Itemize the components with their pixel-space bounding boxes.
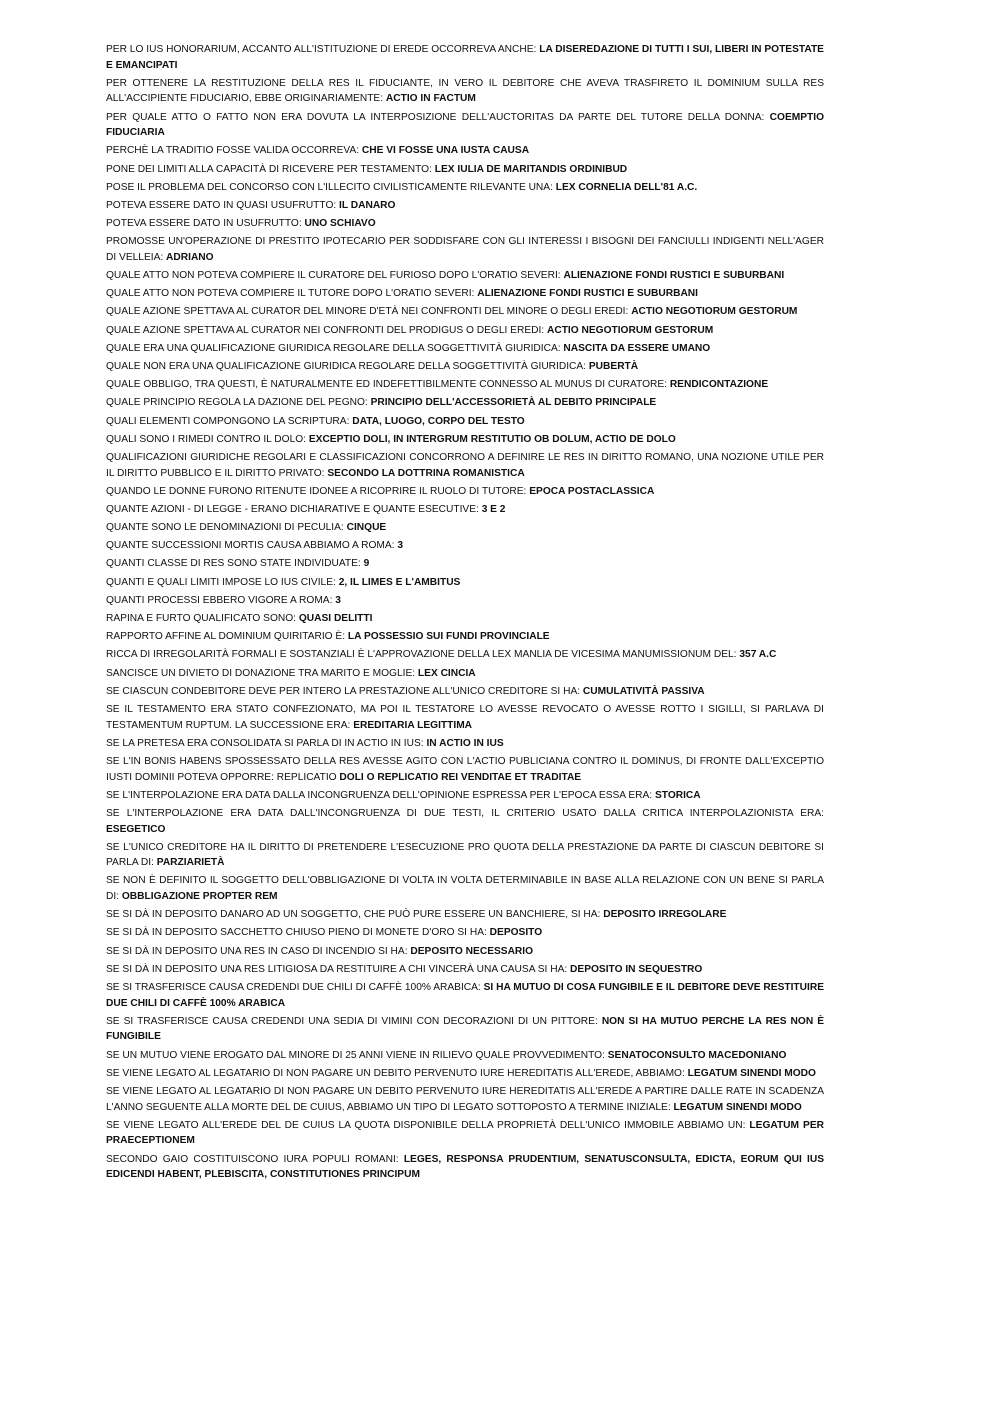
question-text: SE CIASCUN CONDEBITORE DEVE PER INTERO LA PRESTAZIONE ALL'UNICO CREDITORE SI HA: [106,685,581,697]
question-text: QUALE ATTO NON POTEVA COMPIERE IL CURATORE DEL FURIOSO DOPO L'ORATIO SEVERI: [106,270,561,282]
question-text: SE SI DÀ IN DEPOSITO UNA RES IN CASO DI INCENDIO SI HA: [106,945,408,957]
question-text: SE VIENE LEGATO AL LEGATARIO DI NON PAGARE UN DEBITO PERVENUTO IURE HEREDITATIS ALL'EREDE A PARTIRE DALLE RATE IN SCADENZA L'ANNO SEGUENTE ALLA MORTE DEL DE CUIUS, ABBIAMO UN TIPO DI LEGATO SOTTOPOSTO A TERMINE INIZIALE: [106,1085,824,1113]
answer-text: COEMPTIO FIDUCIARIA [106,111,824,139]
qa-entry [106,110,824,144]
qa-entry [106,736,824,754]
qa-entry [106,538,824,556]
answer-text: PRINCIPIO DELL'ACCESSORIETÀ AL DEBITO PRINCIPALE [370,397,657,409]
answer-text: 3 E 2 [481,503,506,515]
answer-text: LEX CINCIA [417,667,476,679]
answer-text: ALIENAZIONE FONDI RUSTICI E SUBURBANI [477,288,698,300]
question-text: SE SI TRASFERISCE CAUSA CREDENDI DUE CHILI DI CAFFÈ 100% ARABICA: [106,982,481,993]
question-text: QUANTI CLASSE DI RES SONO STATE INDIVIDUATE: [106,558,361,570]
qa-entry [106,180,824,198]
qa-entry [106,323,824,341]
question-text: SE NON È DEFINITO IL SOGGETTO DELL'OBBLIGAZIONE DI VOLTA IN VOLTA DETERMINABILE IN BASE ALLA RELAZIONE CON UN BENE SI PARLA DI: [106,875,824,903]
question-text: QUALIFICAZIONI GIURIDICHE REGOLARI E CLASSIFICAZIONI CONCORRONO A DEFINIRE LE RES IN DIRITTO ROMANO, UNA NOZIONE UTILE PER IL DIRITTO PUBBLICO E IL DIRITTO PRIVATO: [106,451,824,479]
question-text: SE L'INTERPOLAZIONE ERA DATA DALL'INCONGRUENZA DI DUE TESTI, IL CRITERIO USATO DALLA CRITICA INTERPOLAZIONISTA ERA: [106,807,824,819]
answer-text: EXCEPTIO DOLI, IN INTERGRUM RESTITUTIO OB DOLUM, ACTIO DE DOLO [308,433,676,445]
question-text: SECONDO GAIO COSTITUISCONO IURA POPULI ROMANI: [106,1153,399,1165]
answer-text: DEPOSITO IRREGOLARE [603,909,727,921]
answer-text: EPOCA POSTACLASSICA [529,485,655,497]
question-text: PER OTTENERE LA RESTITUZIONE DELLA RES IL FIDUCIANTE, IN VERO IL DEBITORE CHE AVEVA TRASFIRETO IL DOMINIUM SULLA RES ALL'ACCIPIENTE FIDUCIARIO, EBBE ORIGINARIAMENTE: [106,77,824,105]
answer-text: EREDITARIA LEGITTIMA [353,719,473,731]
qa-entry [106,1014,824,1048]
answer-text: NASCITA DA ESSERE UMANO [563,342,711,354]
question-text: SE UN MUTUO VIENE EROGATO DAL MINORE DI 25 ANNI VIENE IN RILIEVO QUALE PROVVEDIMENTO: [106,1049,605,1061]
answer-text: CHE VI FOSSE UNA IUSTA CAUSA [361,145,530,157]
answer-text: LA DISEREDAZIONE DI TUTTI I SUI, LIBERI IN POTESTATE E EMANCIPATI [106,44,824,71]
qa-entry [106,450,824,484]
qa-entry [106,377,824,395]
question-text: SE SI DÀ IN DEPOSITO SACCHETTO CHIUSO PIENO DI MONETE D'ORO SI HA: [106,927,487,939]
answer-text: DEPOSITO IN SEQUESTRO [570,963,703,975]
qa-entry [106,925,824,943]
answer-text: ALIENAZIONE FONDI RUSTICI E SUBURBANI [563,270,785,282]
question-text: QUALI SONO I RIMEDI CONTRO IL DOLO: [106,433,307,445]
answer-text: ACTIO IN FACTUM [385,93,476,105]
question-text: QUANDO LE DONNE FURONO RITENUTE IDONEE A RICOPRIRE IL RUOLO DI TUTORE: [106,485,527,497]
question-text: POTEVA ESSERE DATO IN QUASI USUFRUTTO: [106,199,337,211]
answer-text: 3 [397,540,404,552]
answer-text: PUBERTÀ [588,361,639,372]
qa-entry [106,268,824,286]
answer-text: LEX CORNELIA DELL'81 A.C. [555,181,698,193]
qa-entry [106,304,824,322]
question-text: PER LO IUS HONORARIUM, ACCANTO ALL'ISTITUZIONE DI EREDE OCCORREVA ANCHE: [106,44,537,55]
question-text: QUANTE SUCCESSIONI MORTIS CAUSA ABBIAMO A ROMA: [106,540,395,552]
answer-text: SENATOCONSULTO MACEDONIANO [607,1049,787,1061]
qa-entry [106,286,824,304]
answer-text: OBBLIGAZIONE PROPTER REM [121,891,278,903]
qa-entry [106,944,824,962]
qa-entry [106,502,824,520]
question-text: QUALE AZIONE SPETTAVA AL CURATOR DEL MINORE D'ETÀ NEI CONFRONTI DEL MINORE O DEGLI EREDI: [106,306,629,318]
qa-entry [106,666,824,684]
qa-entry [106,143,824,161]
answer-text: ESEGETICO [106,823,166,835]
question-text: SE VIENE LEGATO ALL'EREDE DEL DE CUIUS LA QUOTA DISPONIBILE DELLA PROPRIETÀ DELL'UNICO IMMOBILE ABBIAMO UN: [106,1119,746,1131]
answer-text: CINQUE [346,522,387,534]
question-text: RAPINA E FURTO QUALIFICATO SONO: [106,613,297,625]
question-text: SE SI DÀ IN DEPOSITO DANARO AD UN SOGGETTO, CHE PUÒ PURE ESSERE UN BANCHIERE, SI HA: [106,909,601,921]
question-text: SE L'UNICO CREDITORE HA IL DIRITTO DI PRETENDERE L'ESECUZIONE PRO QUOTA DELLA PRESTAZIONE DA PARTE DI CIASCUN DEBITORE SI PARLA DI: [106,841,824,869]
question-text: SE L'IN BONIS HABENS SPOSSESSATO DELLA RES AVESSE AGITO CON L'ACTIO PUBLICIANA CONTRO IL DOMINUS, DI FRONTE DALL'EXCEPTIO IUSTI DOMINII POTEVA OPPORRE: REPLICATIO [106,755,824,783]
question-text: SE LA PRETESA ERA CONSOLIDATA SI PARLA DI IN ACTIO IN IUS: [106,737,424,749]
qa-entry [106,234,824,268]
qa-entry [106,647,824,665]
question-text: QUANTE SONO LE DENOMINAZIONI DI PECULIA: [106,522,344,534]
answer-text: 2, IL LIMES E L'AMBITUS [338,576,461,588]
answer-text: 3 [335,594,341,606]
question-text: QUANTI PROCESSI EBBERO VIGORE A ROMA: [106,594,333,606]
qa-entry [106,42,824,76]
question-text: QUALE ERA UNA QUALIFICAZIONE GIURIDICA REGOLARE DELLA SOGGETTIVITÀ GIURIDICA: [106,342,561,354]
answer-text: DOLI O REPLICATIO REI VENDITAE ET TRADITAE [339,771,582,783]
answer-text: LEGES, RESPONSA PRUDENTIUM, SENATUSCONSULTA, EDICTA, EORUM QUI IUS EDICENDI HABENT, PLEBISCITA, CONSTITUTIONES PRINCIPUM [106,1153,824,1181]
qa-entry [106,840,824,874]
answer-text: IL DANARO [339,199,396,211]
answer-text: RENDICONTAZIONE [669,379,769,391]
qa-entry [106,702,824,736]
answer-text: ACTIO NEGOTIORUM GESTORUM [631,306,798,318]
answer-text: 357 A.C [739,649,777,661]
qa-entry [106,611,824,629]
qa-entry [106,432,824,450]
question-text: SE L'INTERPOLAZIONE ERA DATA DALLA INCONGRUENZA DELL'OPINIONE ESPRESSA PER L'EPOCA ESSA ERA: [106,789,653,801]
qa-entry [106,754,824,788]
answer-text: UNO SCHIAVO [304,218,376,230]
qa-entry [106,629,824,647]
qa-entry [106,684,824,702]
answer-text: SECONDO LA DOTTRINA ROMANISTICA [327,467,525,479]
question-text: QUANTE AZIONI - DI LEGGE - ERANO DICHIARATIVE E QUANTE ESECUTIVE: [106,503,479,515]
question-text: QUALE AZIONE SPETTAVA AL CURATOR NEI CONFRONTI DEL PRODIGUS O DEGLI EREDI: [106,324,545,336]
answer-text: LA POSSESSIO SUI FUNDI PROVINCIALE [347,631,550,643]
answer-text: SI HA MUTUO DI COSA FUNGIBILE E IL DEBITORE DEVE RESTITUIRE DUE CHILI DI CAFFÈ 100% ARABICA [106,982,824,1009]
answer-text: PARZIARIETÀ [156,857,225,869]
question-text: SE SI TRASFERISCE CAUSA CREDENDI UNA SEDIA DI VIMINI CON DECORAZIONI DI UN PITTORE: [106,1015,598,1027]
answer-text: LEGATUM SINENDI MODO [687,1067,816,1079]
qa-entry [106,593,824,611]
answer-text: ACTIO NEGOTIORUM GESTORUM [546,324,714,336]
answer-text: DATA, LUOGO, CORPO DEL TESTO [352,415,525,427]
qa-entry [106,873,824,907]
answer-text: CUMULATIVITÀ PASSIVA [582,685,705,697]
question-text: POTEVA ESSERE DATO IN USUFRUTTO: [106,218,302,230]
qa-entry [106,907,824,925]
qa-entry [106,76,824,110]
question-text: PROMOSSE UN'OPERAZIONE DI PRESTITO IPOTECARIO PER SODDISFARE CON GLI INTERESSI I BISOGNI DEI FANCIULLI INDIGENTI NELL'AGER DI VELLEIA: [106,236,824,263]
question-text: QUALE NON ERA UNA QUALIFICAZIONE GIURIDICA REGOLARE DELLA SOGGETTIVITÀ GIURIDICA: [106,361,587,372]
answer-text: LEGATUM SINENDI MODO [673,1101,802,1113]
answer-text: NON SI HA MUTUO PERCHE LA RES NON È FUNGIBILE [106,1015,824,1043]
question-text: QUALE PRINCIPIO REGOLA LA DAZIONE DEL PEGNO: [106,397,368,409]
question-text: SANCISCE UN DIVIETO DI DONAZIONE TRA MARITO E MOGLIE: [106,667,416,679]
qa-entry [106,1152,824,1186]
answer-text: 9 [363,558,370,570]
qa-entry [106,359,824,377]
qa-entry [106,575,824,593]
answer-text: IN ACTIO IN IUS [426,737,504,749]
question-text: PONE DEI LIMITI ALLA CAPACITÀ DI RICEVERE PER TESTAMENTO: [106,163,432,175]
qa-entry [106,162,824,180]
question-text: SE IL TESTAMENTO ERA STATO CONFEZIONATO, MA POI IL TESTATORE LO AVESSE REVOCATO O AVESSE ROTTO I SIGILLI, SI PARLAVA DI TESTAMENTUM RUPTUM. LA SUCCESSIONE ERA: [106,703,824,731]
answer-text: LEX IULIA DE MARITANDIS ORDINIBUD [434,163,628,175]
answer-text: LEGATUM PER PRAECEPTIONEM [106,1119,824,1147]
question-text: PER QUALE ATTO O FATTO NON ERA DOVUTA LA INTERPOSIZIONE DELL'AUCTORITAS DA PARTE DEL TUTORE DELLA DONNA: [106,111,765,123]
answer-text: DEPOSITO NECESSARIO [410,945,534,957]
answer-text: ADRIANO [166,251,214,263]
qa-entry [106,520,824,538]
qa-entry [106,198,824,216]
answer-text: QUASI DELITTI [298,613,373,625]
question-text: QUALE OBBLIGO, TRA QUESTI, È NATURALMENTE ED INDEFETTIBILMENTE CONNESSO AL MUNUS DI CURATORE: [106,379,667,391]
qa-entry [106,1084,824,1118]
question-text: RAPPORTO AFFINE AL DOMINIUM QUIRITARIO È: [106,631,346,643]
qa-entry [106,414,824,432]
qa-entry [106,341,824,359]
qa-entry [106,556,824,574]
qa-entry [106,980,824,1014]
question-text: QUANTI E QUALI LIMITI IMPOSE LO IUS CIVILE: [106,576,336,588]
question-text: QUALI ELEMENTI COMPONGONO LA SCRIPTURA: [106,415,350,427]
qa-entry [106,806,824,840]
question-text: PERCHÈ LA TRADITIO FOSSE VALIDA OCCORREVA: [106,145,360,157]
qa-entry [106,216,824,234]
question-text: QUALE ATTO NON POTEVA COMPIERE IL TUTORE DOPO L'ORATIO SEVERI: [106,288,475,300]
qa-entry [106,395,824,413]
qa-entry [106,1048,824,1066]
question-text: SE VIENE LEGATO AL LEGATARIO DI NON PAGARE UN DEBITO PERVENUTO IURE HEREDITATIS ALL'EREDE, ABBIAMO: [106,1067,685,1079]
qa-entry [106,962,824,980]
question-text: SE SI DÀ IN DEPOSITO UNA RES LITIGIOSA DA RESTITUIRE A CHI VINCERÀ UNA CAUSA SI HA: [106,963,568,975]
answer-text: DEPOSITO [489,927,543,939]
question-text: POSE IL PROBLEMA DEL CONCORSO CON L'ILLECITO CIVILISTICAMENTE RILEVANTE UNA: [106,181,553,193]
qa-entry [106,1066,824,1084]
qa-entry [106,1118,824,1152]
answer-text: STORICA [654,789,701,801]
qa-entry [106,484,824,502]
question-text: RICCA DI IRREGOLARITÀ FORMALI E SOSTANZIALI È L'APPROVAZIONE DELLA LEX MANLIA DE VICESIMA MANUMISSIONUM DEL: [106,649,737,661]
qa-entry [106,788,824,806]
qa-list [106,42,824,1185]
document-page [106,42,824,1185]
